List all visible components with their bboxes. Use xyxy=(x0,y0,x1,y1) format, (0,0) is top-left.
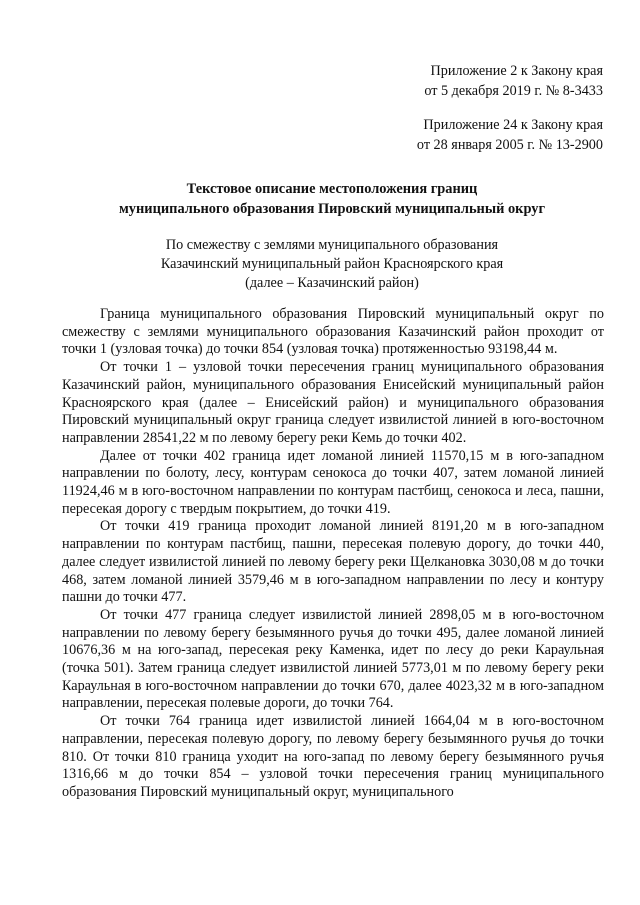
body-paragraph: Далее от точки 402 граница идет ломаной линией 11570,15 м в юго-западном направлении по болоту, лесу, контурам сенокоса до точки 407, затем ломаной линией 11924,46 м в юго-восточном направлении по контурам пастбищ, сенокоса и леса, пашни, пересекая дорогу с твердым покрытием, до точки 419. xyxy=(62,447,604,517)
section-subtitle xyxy=(62,236,602,293)
appendix-line: Приложение 24 к Закону края xyxy=(423,117,603,133)
appendix-reference-original xyxy=(417,116,603,155)
appendix-line: Приложение 2 к Закону края xyxy=(430,63,603,79)
subtitle-line: Казачинский муниципальный район Красноярского края xyxy=(160,256,504,272)
subtitle-line: (далее – Казачинский район) xyxy=(245,275,419,291)
document-body xyxy=(62,306,604,802)
appendix-reference-current xyxy=(424,62,603,101)
body-paragraph: От точки 764 граница идет извилистой линией 1664,04 м в юго-восточном направлении, пересекая полевую дорогу, по левому берегу безымянного ручья до точки 810. От точки 810 граница уходит на юго-запад по левому берегу безымянного ручья 1316,66 м до точки 854 – узловой точки пересечения границ муниципального образования Пировский муниципальный округ, муниципального xyxy=(62,713,604,800)
title-line: муниципального образования Пировский муниципальный округ xyxy=(118,200,545,217)
body-paragraph: От точки 419 граница проходит ломаной линией 8191,20 м в юго-западном направлении по контурам пастбищ, пашни, пересекая полевую дорогу, до точки 440, далее следует извилистой линией по левому берегу реки Щелкановка 3030,08 м до точки 468, затем ломаной линией 3579,46 м в юго-западном направлении по лесу и контуру пашни до точки 477. xyxy=(62,518,604,606)
body-paragraph: От точки 477 граница следует извилистой линией 2898,05 м в юго-восточном направлении по левому берегу безымянного ручья до точки 495, далее ломаной линией 10676,36 м на юго-запад, пересекая реку Каменка, идет по лесу до реки Караульная (точка 501). Затем граница следует извилистой линией 5773,01 м по левому берегу реки Караульная в юго-восточном направлении до точки 670, далее 4023,32 м в юго-западном направлении, пересекая полевые дороги, до точки 764. xyxy=(62,606,604,712)
document-title xyxy=(62,180,602,219)
body-paragraph: Граница муниципального образования Пировский муниципальный округ по смежеству с землями муниципального образования Казачинский район проходит от точки 1 (узловая точка) до точки 854 (узловая точка) протяженностью 93198,44 м. xyxy=(62,306,604,358)
title-line: Текстовое описание местоположения границ xyxy=(186,181,478,197)
subtitle-line: По смежеству с землями муниципального образования xyxy=(165,237,499,253)
appendix-date-line: от 28 января 2005 г. № 13-2900 xyxy=(416,136,603,153)
appendix-date-line: от 5 декабря 2019 г. № 8-3433 xyxy=(424,82,603,99)
body-paragraph: От точки 1 – узловой точки пересечения границ муниципального образования Казачинский район, муниципального образования Енисейский муниципальный район Красноярского края (далее – Енисейский район) и муниципального образования Пировский муниципальный округ граница следует извилистой линией в юго-восточном направлении 28541,22 м по левому берегу реки Кемь до точки 402. xyxy=(62,359,604,446)
